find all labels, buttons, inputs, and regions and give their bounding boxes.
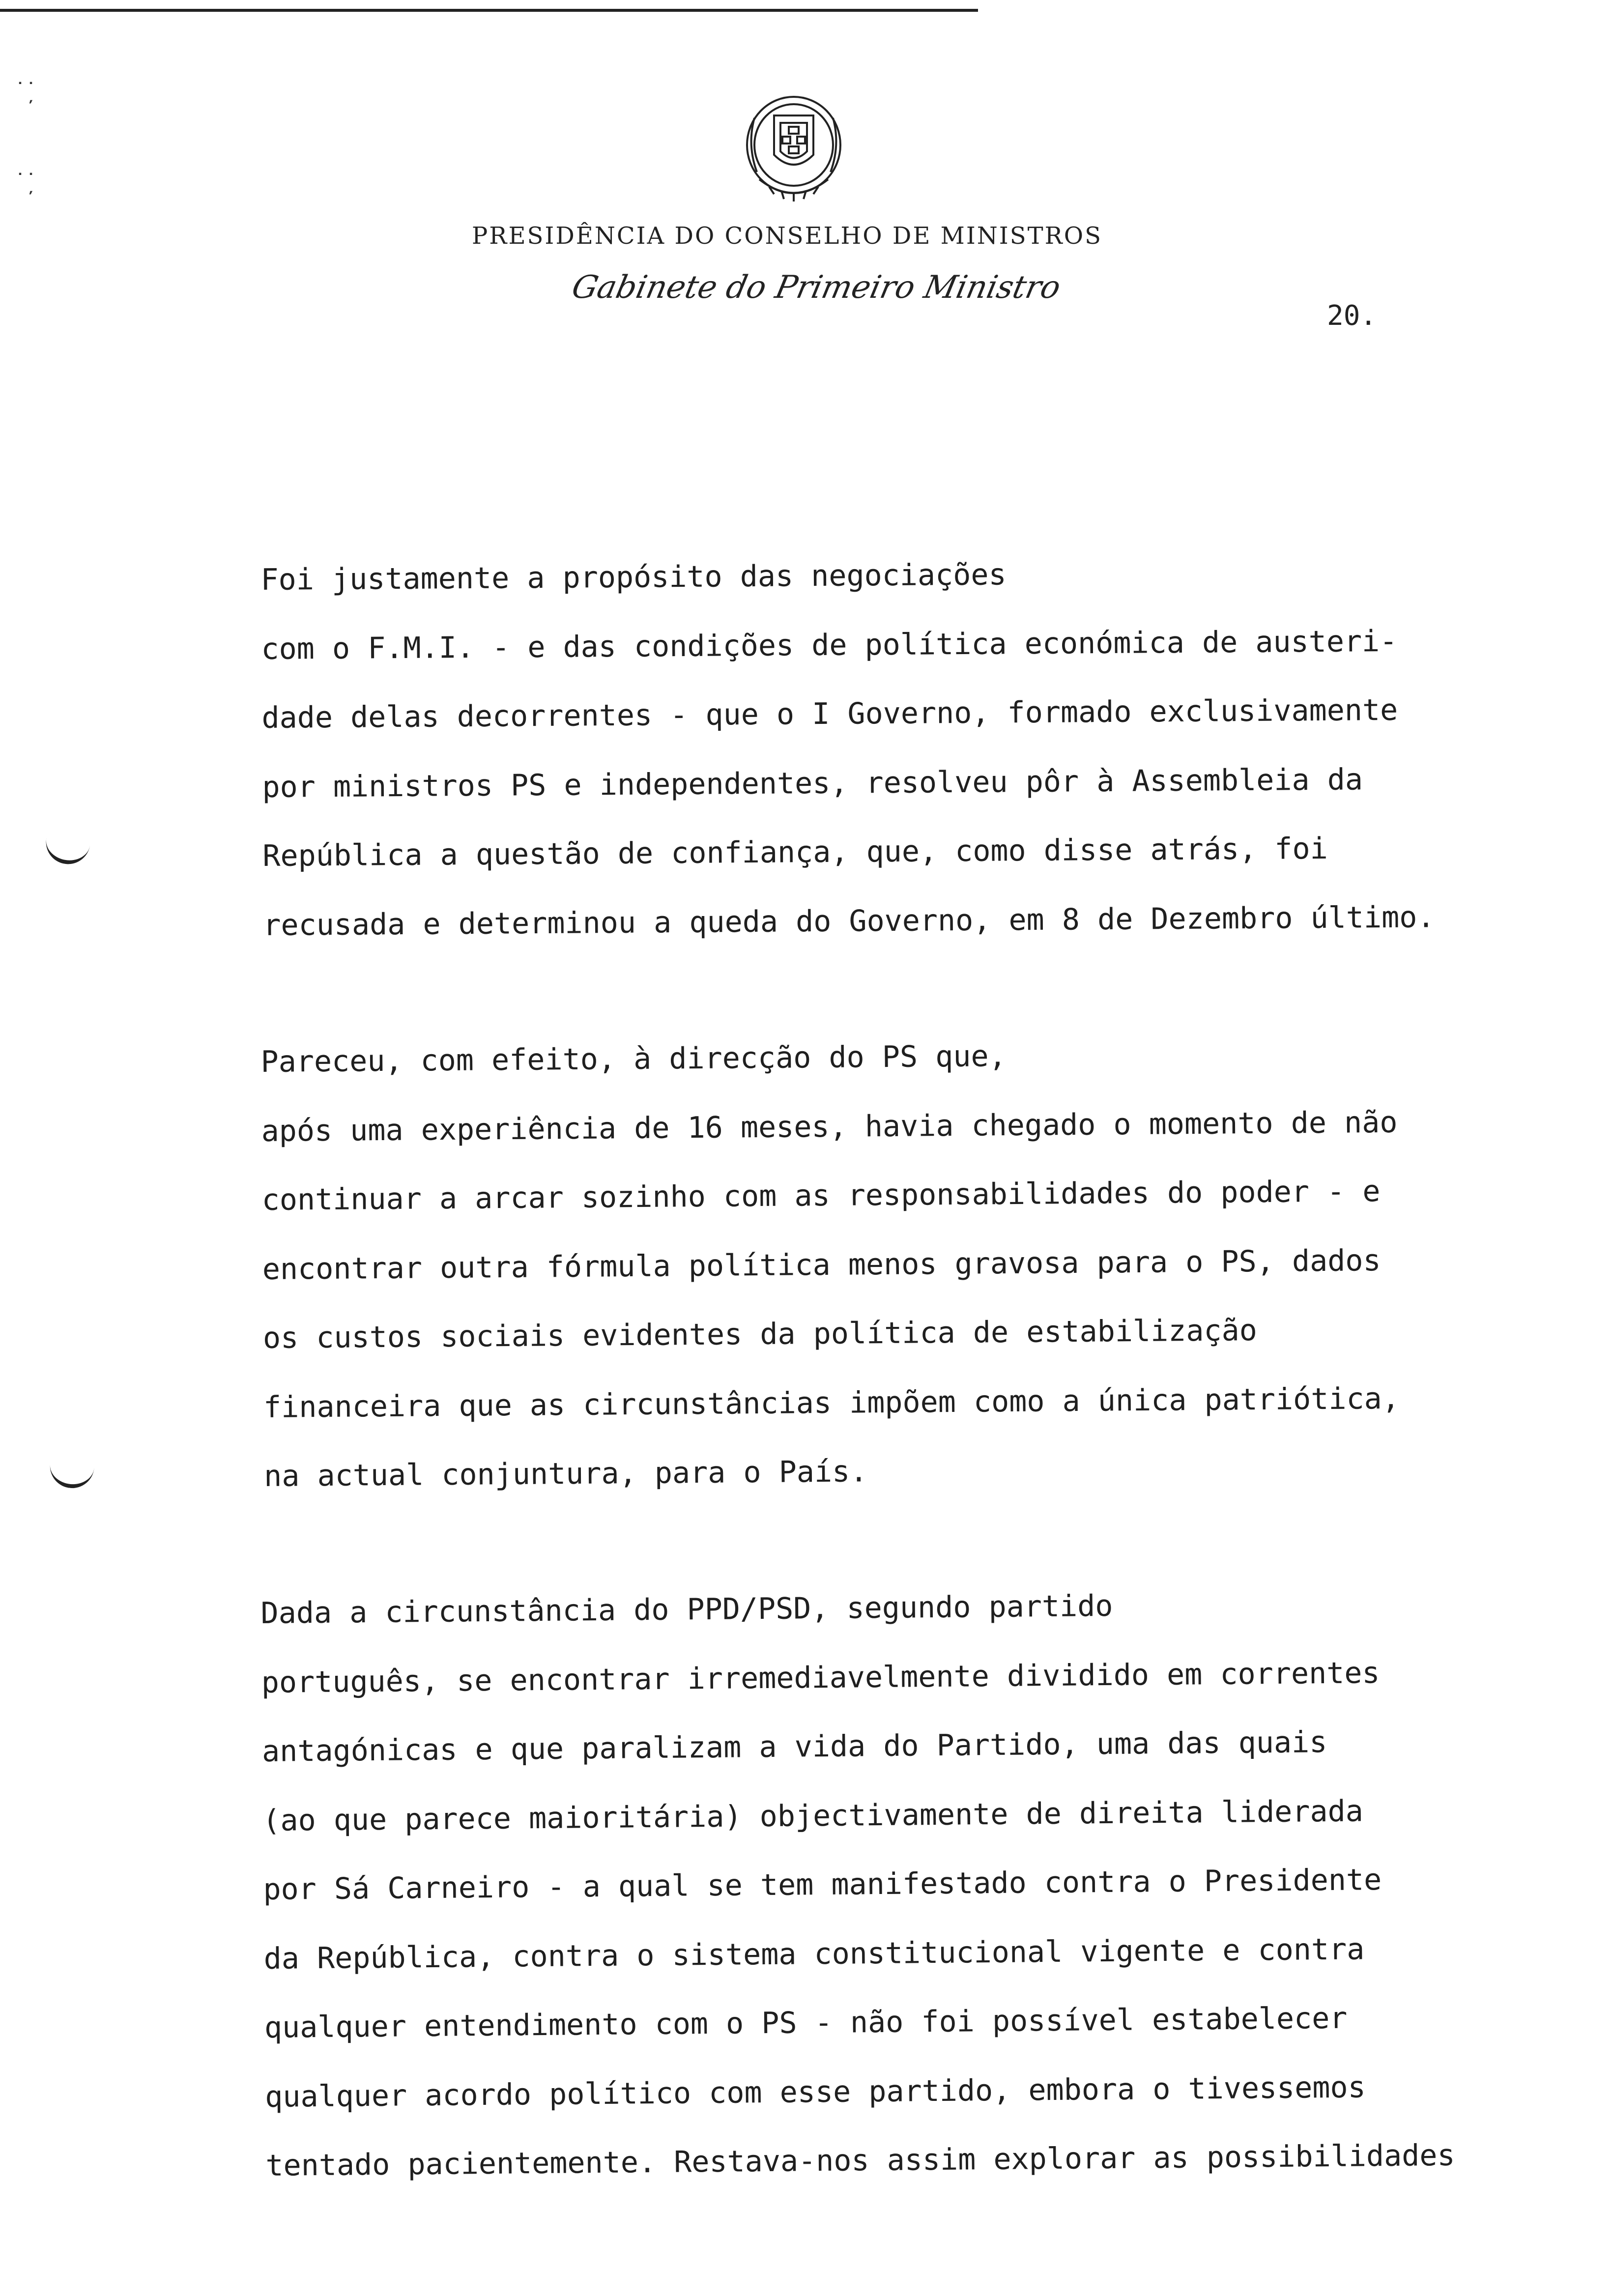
- margin-mark: ˙˙̦: [15, 170, 36, 195]
- portuguese-coat-of-arms-icon: [727, 88, 860, 211]
- punch-hole-mark: [43, 837, 90, 868]
- document-body: [260, 545, 1612, 2200]
- paragraph: Dada a circunstância do PPD/PSD, segundo partido português, se encontrar irremediavelmente dividido em correntes antagónicas e que paralizam a vida do Partido, uma das quais (ao que parece maioritária) objectivamente de direita liderada por Sá Carneiro - a qual se tem manifestado contra o Presidente da República, contra o sistema constitucional vigente e contra qualquer entendimento com o PS - não foi possível estabelecer qualquer acordo político com esse partido, embora o tivessemos tentado pacientemente. Restava-nos assim explorar as possibilidades: [260, 1588, 1455, 2183]
- punch-hole-mark: [48, 1463, 94, 1490]
- letterhead-title: PRESIDÊNCIA DO CONSELHO DE MINISTROS: [472, 222, 1103, 250]
- margin-mark: ˙˙̦: [15, 79, 36, 104]
- top-page-rule: [0, 9, 978, 12]
- paragraph: Pareceu, com efeito, à direcção do PS que, após uma experiência de 16 meses, havia chegado o momento de não continuar a arcar sozinho com as responsabilidades do poder - e encontrar outra fórmula política menos gravosa para o PS, dados os custos sociais evidentes da política de estabilização financeira que as circunstâncias impõem como a única patriótica, na actual conjuntura, para o País.: [260, 1039, 1400, 1493]
- paragraph: Foi justamente a propósito das negociações com o F.M.I. - e das condições de política económica de austeri- dade delas decorrentes - que o I Governo, formado exclusivamente por ministros PS e independentes, resolveu pôr à Assembleia da República a questão de confiança, que, como disse atrás, foi recusada e determinou a queda do Governo, em 8 de Dezembro último.: [260, 557, 1435, 943]
- page-number: 20.: [1327, 300, 1377, 332]
- letterhead-subtitle: Gabinete do Primeiro Ministro: [569, 269, 1064, 306]
